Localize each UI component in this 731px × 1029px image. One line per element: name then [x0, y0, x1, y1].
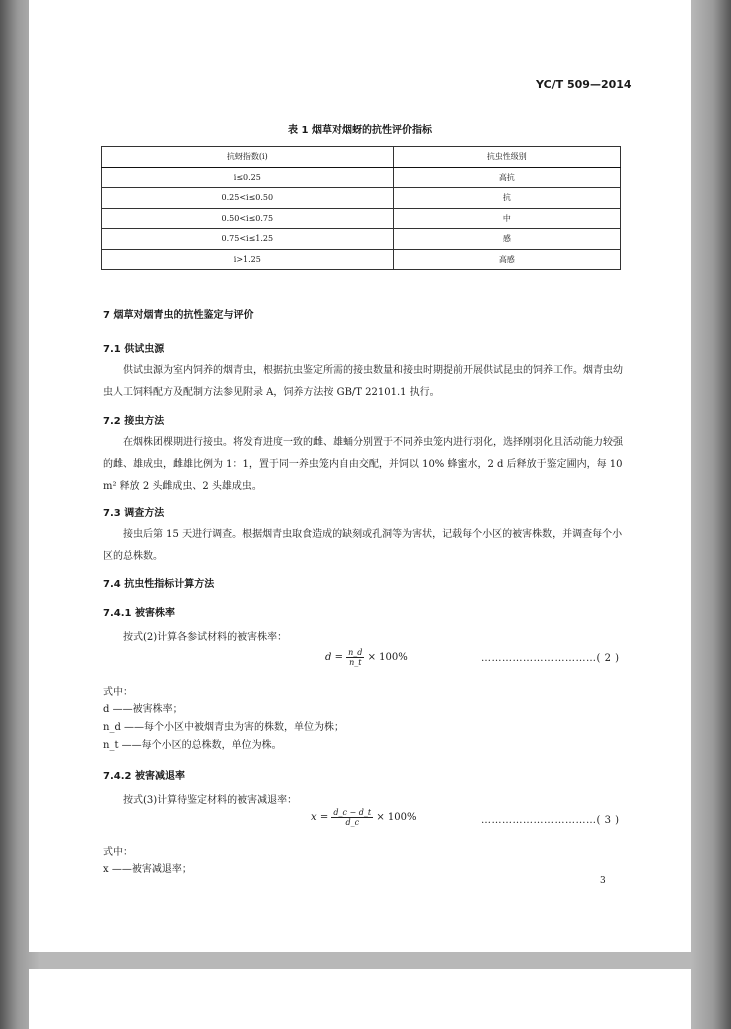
formula-2-fraction: [346, 648, 364, 667]
formula-2-denominator: n_t: [349, 658, 362, 667]
document-page: [29, 0, 691, 952]
definition-nt: n_t ——每个小区的总株数，单位为株。: [103, 740, 282, 751]
section-7-2-heading: 7.2 接虫方法: [103, 416, 165, 427]
formula-3-rhs: × 100%: [376, 812, 417, 823]
table-cell: 高抗: [393, 167, 620, 188]
table-cell: i>1.25: [102, 249, 394, 270]
definition-nd: n_d ——每个小区中被烟青虫为害的株数，单位为株；: [103, 722, 345, 733]
table-cell: 感: [393, 229, 620, 250]
formula-2-number-row: [481, 653, 620, 664]
formula-2-leader-dots: ……………………………: [481, 653, 597, 664]
section-7-4-heading: 7.4 抗虫性指标计算方法: [103, 579, 215, 590]
section-7-2-paragraph: 在烟株团棵期进行接虫。将发育进度一致的雌、雄蛹分别置于不同养虫笼内进行羽化，选择刚羽化且活动能力较强的雌、雄成虫，雌雄比例为 1：1，置于同一养虫笼内自由交配，并饲以 10% 蜂蜜水，2 d 后释放于鉴定圃内，每 10 m² 释放 2 头雌成虫、2 头雄成虫。: [103, 437, 623, 492]
table-cell: 0.75<i≤1.25: [102, 229, 394, 250]
formula-2-intro: 按式(2)计算各参试材料的被害株率：: [123, 632, 288, 643]
column-header: 抗虫性级别: [393, 147, 620, 168]
formula-3-intro: 按式(3)计算待鉴定材料的被害减退率：: [123, 795, 298, 806]
section-7-4-1-heading: 7.4.1 被害株率: [103, 608, 175, 619]
table-row: [102, 249, 621, 270]
formula-3-denominator: d_c: [345, 818, 360, 827]
page-number: 3: [600, 876, 606, 886]
formula-3-number-row: [481, 815, 620, 826]
formula-2: [325, 648, 408, 667]
formula-2-numerator: n_d: [348, 648, 363, 657]
resistance-table: [101, 146, 621, 270]
formula-3-numerator: d_c − d_t: [333, 808, 372, 817]
formula-3: [311, 808, 416, 827]
definition-d: d ——被害株率；: [103, 704, 183, 715]
formula-3-fraction: [331, 808, 373, 827]
formula-2-rhs: × 100%: [367, 652, 408, 663]
column-header: 抗蚜指数(i): [102, 147, 394, 168]
section-7-1-heading: 7.1 供试虫源: [103, 344, 165, 355]
section-7-4-2-heading: 7.4.2 被害减退率: [103, 771, 185, 782]
table-cell: i≤0.25: [102, 167, 394, 188]
table-cell: 中: [393, 208, 620, 229]
table-cell: 0.50<i≤0.75: [102, 208, 394, 229]
table-row: [102, 208, 621, 229]
table-row: [102, 167, 621, 188]
where-label-1: 式中：: [103, 687, 133, 698]
table-cell: 抗: [393, 188, 620, 209]
table-cell: 高感: [393, 249, 620, 270]
where-label-2: 式中：: [103, 847, 133, 858]
definition-x: x ——被害减退率；: [103, 864, 192, 875]
section-7-heading: 7 烟草对烟青虫的抗性鉴定与评价: [103, 310, 254, 321]
table-caption: 表 1 烟草对烟蚜的抗性评价指标: [288, 125, 432, 136]
table-row: [102, 188, 621, 209]
section-7-3-heading: 7.3 调查方法: [103, 508, 165, 519]
formula-3-lhs: x =: [311, 812, 329, 823]
formula-3-leader-dots: ……………………………: [481, 815, 597, 826]
standard-code-header: YC/T 509—2014: [536, 78, 632, 91]
table-cell: 0.25<i≤0.50: [102, 188, 394, 209]
next-page-edge: [29, 969, 691, 1029]
section-7-3-paragraph: 接虫后第 15 天进行调查。根据烟青虫取食造成的缺刻或孔洞等为害状，记载每个小区的被害株数，并调查每个小区的总株数。: [103, 529, 623, 562]
formula-2-number: ( 2 ): [596, 653, 620, 664]
formula-3-number: ( 3 ): [596, 815, 620, 826]
formula-2-lhs: d =: [325, 652, 343, 663]
section-7-1-paragraph: 供试虫源为室内饲养的烟青虫，根据抗虫鉴定所需的接虫数量和接虫时期提前开展供试昆虫的饲养工作。烟青虫幼虫人工饲料配方及配制方法参见附录 A，饲养方法按 GB/T 22101.1 执行。: [103, 365, 623, 398]
table-header-row: [102, 147, 621, 168]
table-row: [102, 229, 621, 250]
